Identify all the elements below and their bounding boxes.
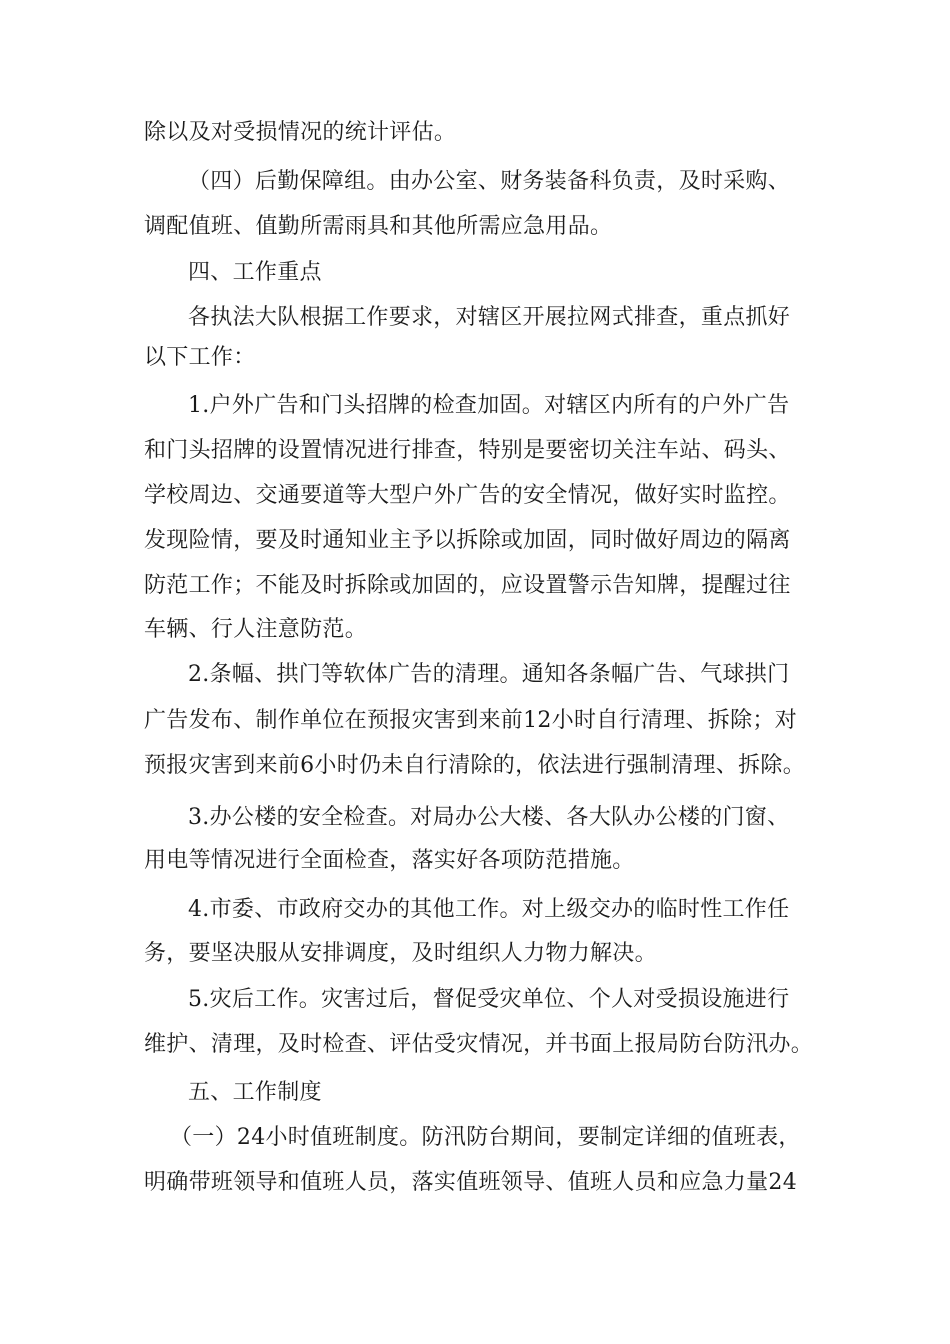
text-line: 广告发布、制作单位在预报灾害到来前12小时自行清理、拆除；对 [144,708,797,733]
text-line: 防范工作；不能及时拆除或加固的，应设置警示告知牌，提醒过往 [144,573,791,598]
text-line: 4.市委、市政府交办的其他工作。对上级交办的临时性工作任 [188,897,790,922]
text-line: 5.灾后工作。灾害过后，督促受灾单位、个人对受损设施进行 [188,987,790,1012]
text-line: 用电等情况进行全面检查，落实好各项防范措施。 [144,848,635,873]
text-line: 以下工作： [144,345,256,370]
text-line: 3.办公楼的安全检查。对局办公大楼、各大队办公楼的门窗、 [188,805,790,830]
text-line: 学校周边、交通要道等大型户外广告的安全情况，做好实时监控。 [144,483,791,508]
text-line: 2.条幅、拱门等软体广告的清理。通知各条幅广告、气球拱门 [188,662,790,687]
text-line: 务，要坚决服从安排调度，及时组织人力物力解决。 [144,941,657,966]
text-line: 车辆、行人注意防范。 [144,617,368,642]
text-line: 和门头招牌的设置情况进行排查，特别是要密切关注车站、码头、 [144,438,791,463]
text-line: 调配值班、值勤所需雨具和其他所需应急用品。 [144,214,613,239]
text-line: （一）24小时值班制度。防汛防台期间，要制定详细的值班表， [170,1125,801,1150]
text-line: （四）后勤保障组。由办公室、财务装备科负责，及时采购、 [188,169,791,194]
text-line: 维护、清理，及时检查、评估受灾情况，并书面上报局防台防汛办。 [144,1032,814,1057]
section-heading: 五、工作制度 [188,1080,322,1105]
text-line: 除以及对受损情况的统计评估。 [144,120,457,145]
text-line: 发现险情，要及时通知业主予以拆除或加固，同时做好周边的隔离 [144,528,791,553]
text-line: 各执法大队根据工作要求，对辖区开展拉网式排查，重点抓好 [188,305,791,330]
section-heading: 四、工作重点 [188,260,322,285]
text-line: 明确带班领导和值班人员，落实值班领导、值班人员和应急力量24 [144,1170,797,1195]
text-line: 预报灾害到来前6小时仍未自行清除的，依法进行强制清理、拆除。 [144,753,805,778]
text-line: 1.户外广告和门头招牌的检查加固。对辖区内所有的户外广告 [188,393,790,418]
